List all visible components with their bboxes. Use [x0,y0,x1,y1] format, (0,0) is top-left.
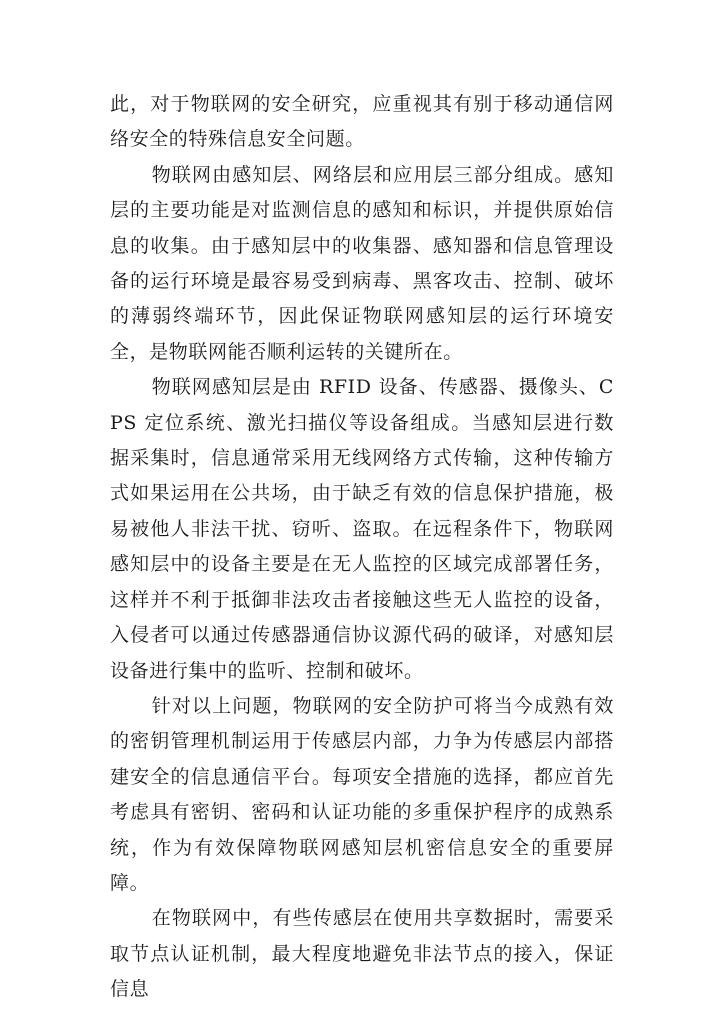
paragraph-iot-layers: 物联网由感知层、网络层和应用层三部分组成。感知层的主要功能是对监测信息的感知和标识，并提供原始信息的收集。由于感知层中的收集器、感知器和信息管理设备的运行环境是最容易受到病毒、黑客攻击、控制、破坏的薄弱终端环节，因此保证物联网感知层的运行环境安全，是物联网能否顺利运转的关键所在。 [110,163,614,363]
paragraph-security-measures: 针对以上问题，物联网的安全防护可将当今成熟有效的密钥管理机制运用于传感层内部，力争为传感层内部搭建安全的信息通信平台。每项安全措施的选择，都应首先考虑具有密钥、密码和认证功能的多重保护程序的成熟系统，作为有效保障物联网感知层机密信息安全的重要屏障。 [110,694,614,894]
paragraph-continuation: 此，对于物联网的安全研究，应重视其有别于移动通信网络安全的特殊信息安全问题。 [110,93,614,151]
paragraph-perception-devices: 物联网感知层是由 RFID 设备、传感器、摄像头、CPS 定位系统、激光扫描仪等设备组成。当感知层进行数据采集时，信息通常采用无线网络方式传输，这种传输方式如果运用在公共场，由于缺乏有效的信息保护措施，极易被他人非法干扰、窃听、盗取。在远程条件下，物联网感知层中的设备主要是在无人监控的区域完成部署任务，这样并不利于抵御非法攻击者接触这些无人监控的设备，入侵者可以通过传感器通信协议源代码的破译，对感知层设备进行集中的监听、控制和破坏。 [110,376,614,682]
document-body [110,87,614,1008]
paragraph-node-authentication: 在物联网中，有些传感层在使用共享数据时，需要采取节点认证机制，最大程度地避免非法节点的接入，保证信息 [110,907,614,1001]
